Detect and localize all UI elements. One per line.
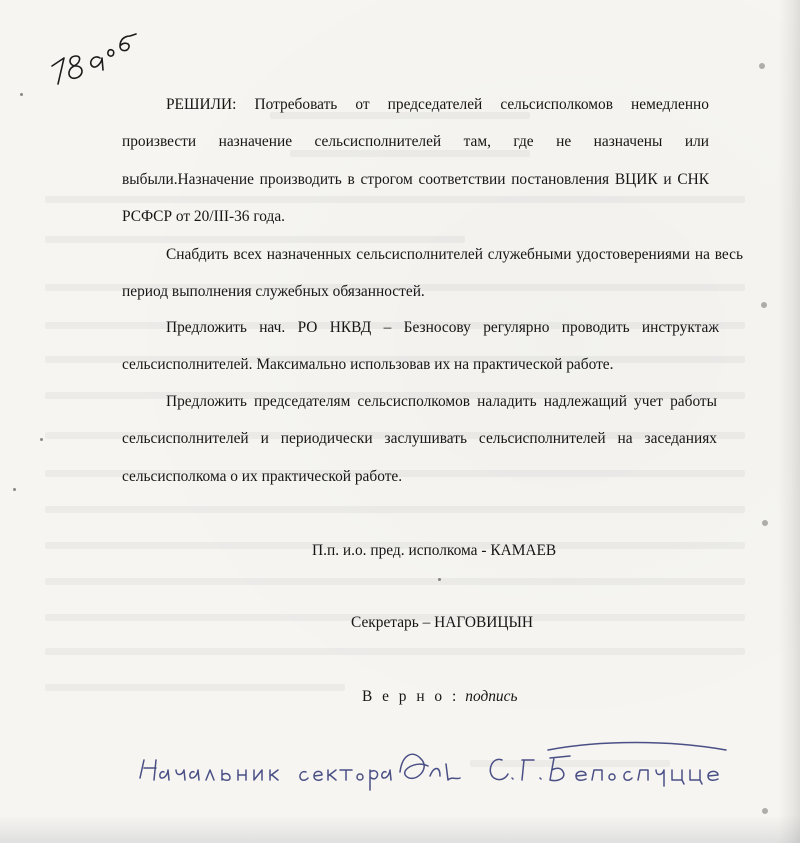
decision-paragraph [122, 86, 709, 235]
handwritten-page-number [44, 28, 154, 88]
accounting-text: Предложить председателям сельсисполкомов наладить надлежащий учет работы сельсисполнителей и периодически заслушивать сельсисполнителей на заседаниях сельсисполкома о их практической работе. [122, 393, 717, 485]
signature-word: подпись [465, 688, 518, 705]
certificates-paragraph [122, 236, 743, 311]
instruction-paragraph [122, 309, 719, 384]
binding-hole [762, 520, 768, 526]
binding-hole [762, 808, 768, 814]
chairman-signature-line: П.п. и.о. пред. исполкома - КАМАЕВ [312, 542, 557, 559]
verification-line [362, 688, 517, 706]
instruction-text: Предложить нач. РО НКВД – Безносову регулярно проводить инструктаж сельсисполнителей. Максимально использовав их на практической работе. [122, 319, 719, 374]
decision-text: РЕШИЛИ: Потребовать от председателей сельсисполкомов немедленно произвести назначение сельсисполнителей там, где не назначены или выбыли.Назначение производить в строгом соответствии постановления ВЦИК и СНК РСФСР от 20/III-36 года. [122, 96, 709, 225]
page-edge-shadow [778, 0, 800, 843]
speck [13, 488, 16, 491]
handwritten-certification [130, 720, 730, 800]
speck [20, 93, 23, 96]
verification-label: В е р н о : [362, 688, 460, 705]
accounting-paragraph [122, 383, 717, 495]
page-bottom-shadow [0, 815, 800, 843]
certificates-text: Снабдить всех назначенных сельсисполнителей служебными удостоверениями на весь период выполнения служебных обязанностей. [122, 246, 743, 301]
binding-hole [759, 63, 765, 69]
secretary-signature-line: Секретарь – НАГОВИЦЫН [351, 614, 534, 631]
speck [40, 438, 43, 441]
binding-hole [761, 302, 767, 308]
speck [438, 578, 441, 581]
